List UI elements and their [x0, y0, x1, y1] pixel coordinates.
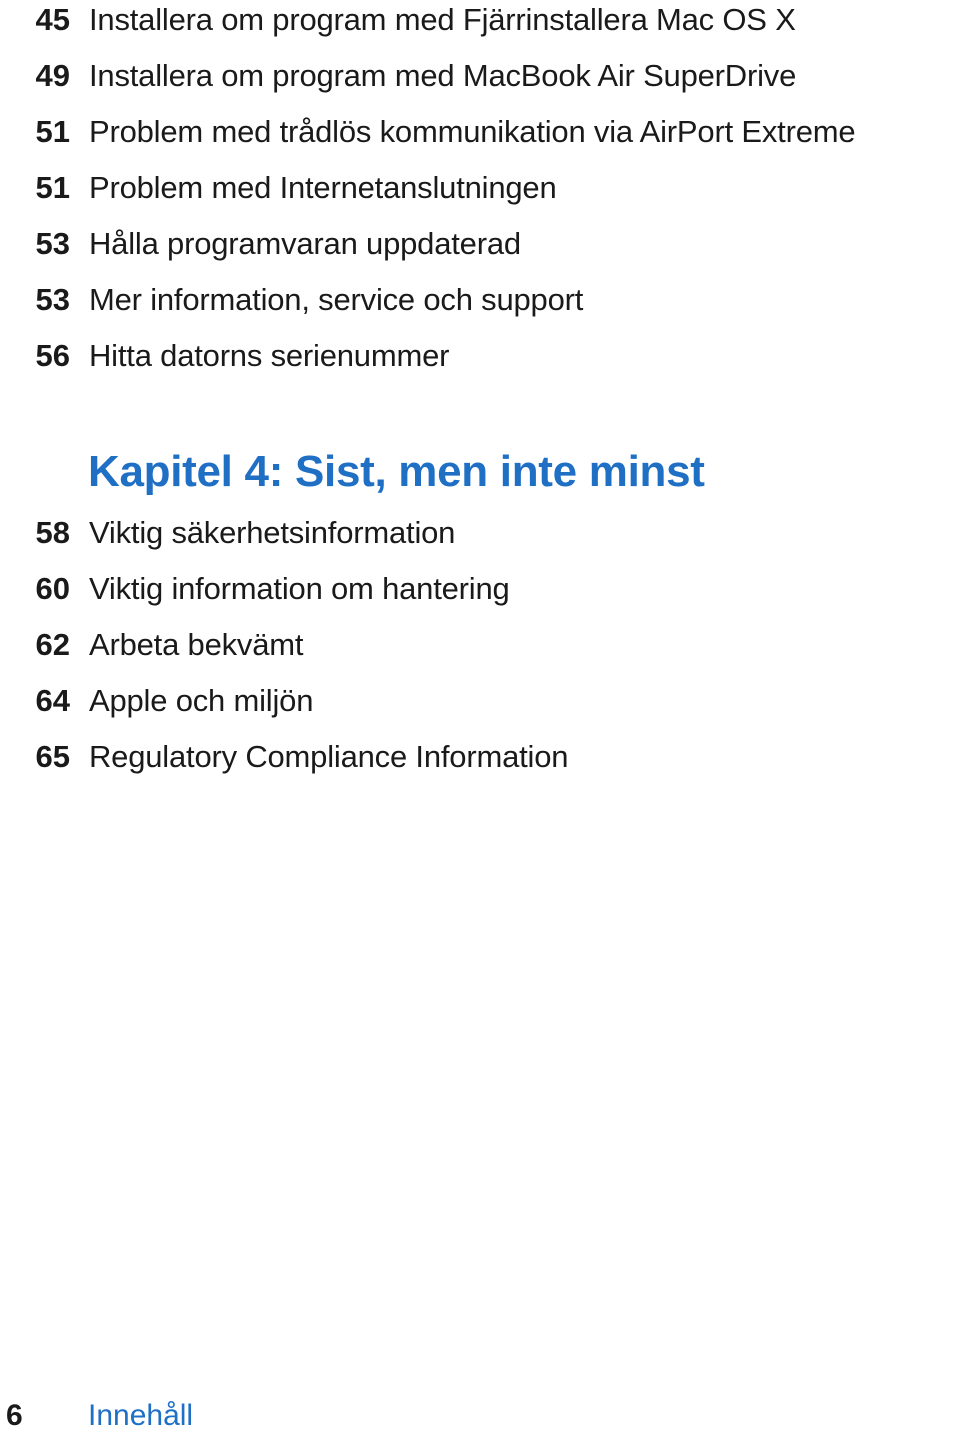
- toc-entry-title: Mer information, service och support: [89, 282, 584, 317]
- toc-entry-title: Regulatory Compliance Information: [89, 739, 569, 774]
- toc-entry-title: Hitta datorns serienummer: [89, 338, 450, 373]
- toc-entry-title: Problem med Internetanslutningen: [89, 170, 557, 205]
- toc-entry-title: Apple och miljön: [89, 683, 314, 718]
- page-footer: [0, 1396, 960, 1436]
- toc-entry[interactable]: [0, 625, 960, 665]
- toc-page-number: 65: [35, 739, 70, 774]
- toc-entry[interactable]: [0, 681, 960, 721]
- toc-entry-title: Viktig säkerhetsinformation: [89, 515, 456, 550]
- toc-page-number: 51: [35, 114, 70, 149]
- toc-entry-title: Arbeta bekvämt: [89, 627, 304, 662]
- toc-entry[interactable]: [0, 280, 960, 320]
- toc-entry[interactable]: [0, 336, 960, 376]
- toc-entry[interactable]: [0, 513, 960, 553]
- toc-entry-title: Hålla programvaran uppdaterad: [89, 226, 521, 261]
- toc-entry[interactable]: [0, 168, 960, 208]
- toc-page-number: 49: [35, 58, 70, 93]
- toc-page-number: 51: [35, 170, 70, 205]
- toc-entry[interactable]: [0, 56, 960, 96]
- toc-entry-title: Problem med trådlös kommunikation via AirPort Extreme: [89, 114, 856, 149]
- toc-entry[interactable]: [0, 0, 960, 40]
- toc-entry[interactable]: [0, 224, 960, 264]
- toc-page-number: 62: [35, 627, 70, 662]
- toc-page-number: 56: [35, 338, 70, 373]
- toc-page-number: 64: [35, 683, 70, 718]
- toc-entry-title: Viktig information om hantering: [89, 571, 510, 606]
- chapter-heading: Kapitel 4: Sist, men inte minst: [88, 447, 705, 496]
- toc-entry-title: Installera om program med Fjärrinstallera Mac OS X: [89, 2, 796, 37]
- toc-page-number: 60: [35, 571, 70, 606]
- toc-entry[interactable]: [0, 569, 960, 609]
- footer-section-title: Innehåll: [88, 1399, 194, 1432]
- toc-page-number: 58: [35, 515, 70, 550]
- toc-entry-title: Installera om program med MacBook Air SuperDrive: [89, 58, 797, 93]
- toc-entry[interactable]: [0, 737, 960, 777]
- footer-page-number: 6: [6, 1399, 23, 1432]
- toc-entry[interactable]: [0, 112, 960, 152]
- toc-page-number: 53: [35, 282, 70, 317]
- toc-page-number: 53: [35, 226, 70, 261]
- toc-page-number: 45: [35, 2, 70, 37]
